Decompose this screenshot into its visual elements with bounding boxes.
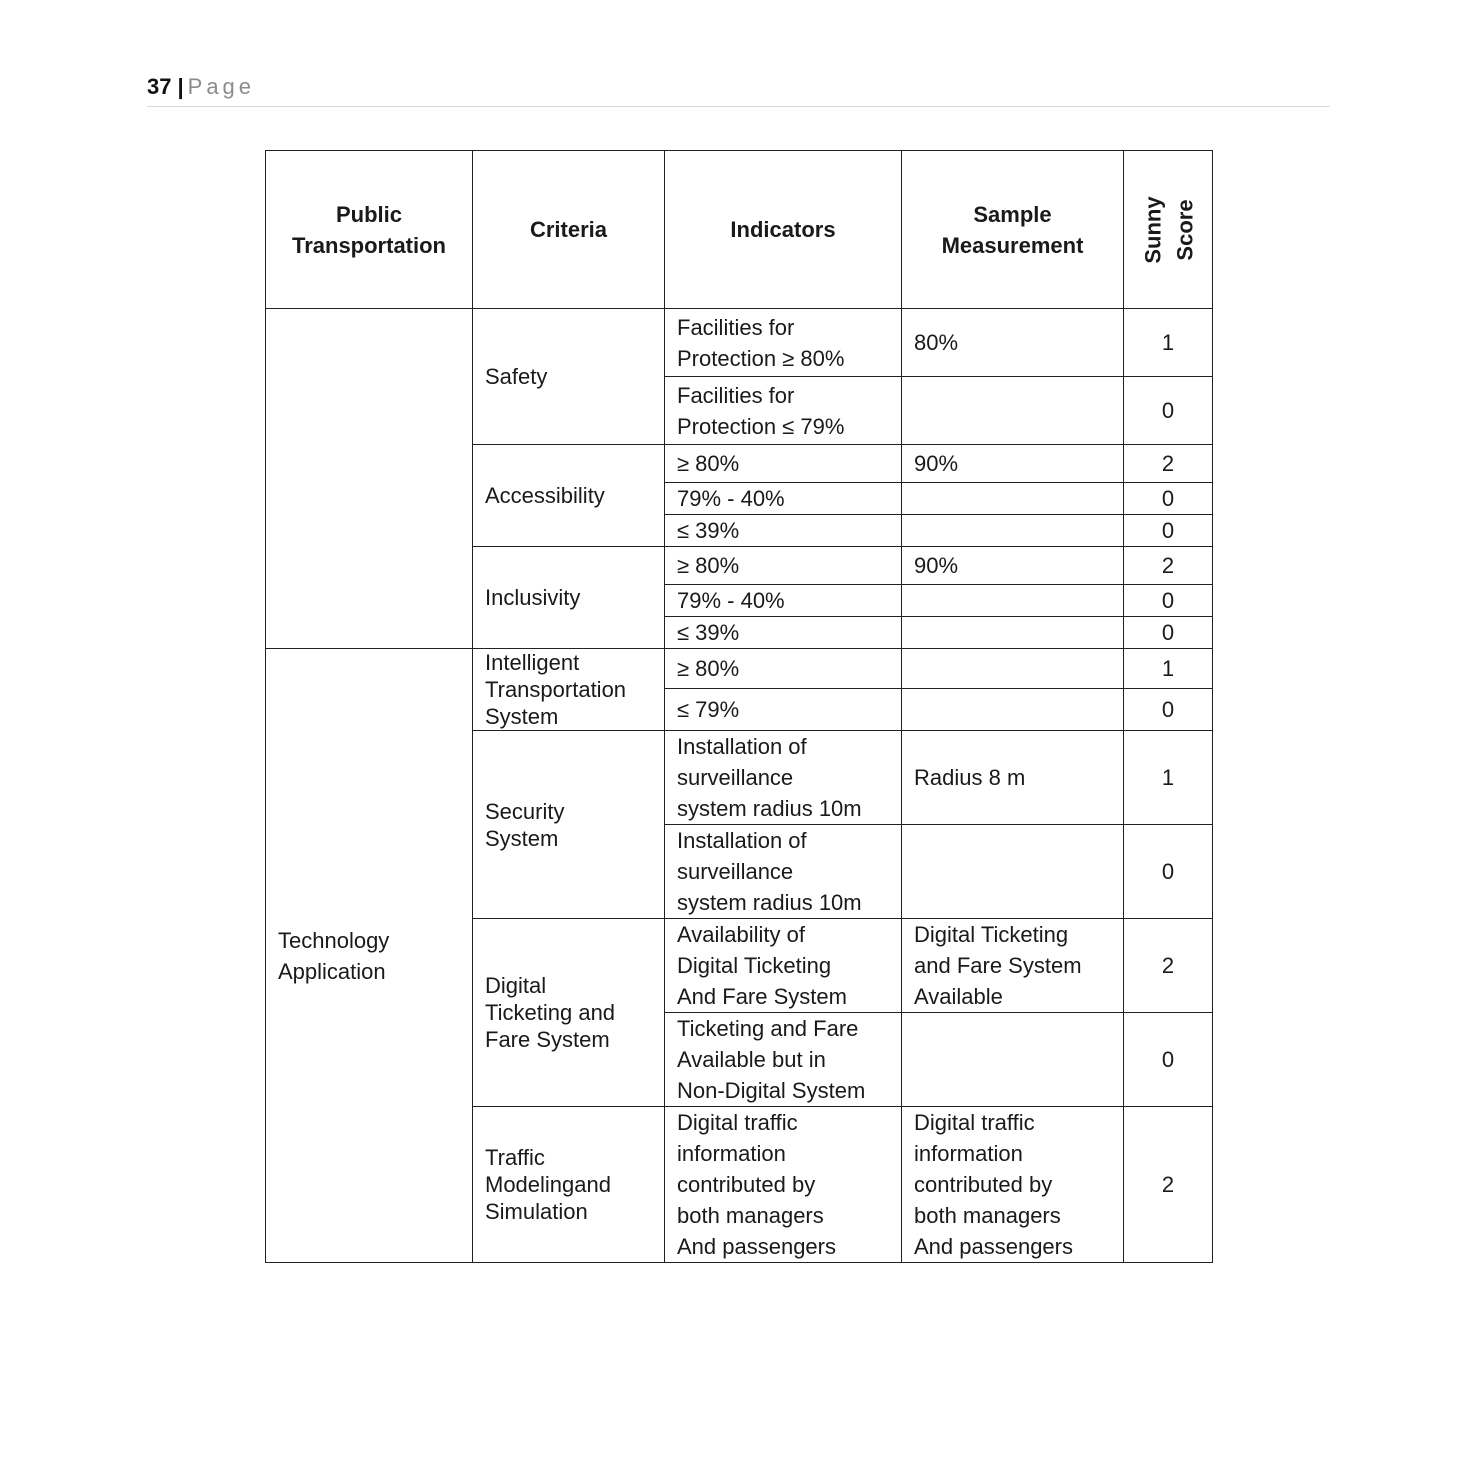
sample-cell: 90% [902,445,1124,483]
score-cell: 0 [1124,515,1213,547]
score-cell: 0 [1124,377,1213,445]
sample-cell: 90% [902,547,1124,585]
sample-cell [902,825,1124,919]
score-cell: 0 [1124,1013,1213,1107]
sample-cell [902,1013,1124,1107]
score-cell: 0 [1124,585,1213,617]
score-cell: 1 [1124,649,1213,689]
column-header-sunny-score: Sunny Score [1124,151,1213,309]
indicator-cell: 79% - 40% [665,483,902,515]
criteria-inclusivity: Inclusivity [473,547,665,649]
indicator-cell: ≥ 80% [665,445,902,483]
score-cell: 0 [1124,825,1213,919]
indicator-cell: ≤ 39% [665,515,902,547]
page-label: Page [187,74,256,99]
score-cell: 2 [1124,445,1213,483]
indicator-cell: ≥ 80% [665,649,902,689]
column-header-criteria: Criteria [473,151,665,309]
sample-cell [902,483,1124,515]
sample-cell [902,689,1124,731]
criteria-traffic-modeling: Traffic Modelingand Simulation [473,1107,665,1263]
score-cell: 0 [1124,617,1213,649]
indicator-cell: Installation of surveillance system radius 10m [665,825,902,919]
table-row [266,309,1213,377]
score-cell: 2 [1124,547,1213,585]
criteria-safety: Safety [473,309,665,445]
indicator-cell: Availability of Digital Ticketing And Fare System [665,919,902,1013]
evaluation-table [265,150,1213,1263]
indicator-cell: ≤ 39% [665,617,902,649]
indicator-cell: Facilities for Protection ≤ 79% [665,377,902,445]
page-number: 37 [147,74,172,99]
page-separator: | [177,74,184,99]
table-row [266,649,1213,689]
sample-cell: 80% [902,309,1124,377]
table-header-row [266,151,1213,309]
sample-cell [902,617,1124,649]
criteria-digital-ticketing: Digital Ticketing and Fare System [473,919,665,1107]
indicator-cell: Installation of surveillance system radius 10m [665,731,902,825]
column-header-sample-measurement: Sample Measurement [902,151,1124,309]
indicator-cell: Facilities for Protection ≥ 80% [665,309,902,377]
indicator-cell: Digital traffic information contributed by both managers And passengers [665,1107,902,1263]
category-cell-empty [266,309,473,649]
page-header [147,74,1330,107]
score-cell: 2 [1124,919,1213,1013]
sample-cell [902,515,1124,547]
indicator-cell: ≤ 79% [665,689,902,731]
column-header-indicators: Indicators [665,151,902,309]
score-cell: 0 [1124,483,1213,515]
score-cell: 2 [1124,1107,1213,1263]
score-cell: 1 [1124,731,1213,825]
sample-cell: Digital traffic information contributed by both managers And passengers [902,1107,1124,1263]
indicator-cell: Ticketing and Fare Available but in Non-Digital System [665,1013,902,1107]
criteria-intelligent-transportation-system: Intelligent Transportation System [473,649,665,731]
indicator-cell: 79% - 40% [665,585,902,617]
score-cell: 1 [1124,309,1213,377]
indicator-cell: ≥ 80% [665,547,902,585]
sample-cell [902,585,1124,617]
score-cell: 0 [1124,689,1213,731]
criteria-security-system: Security System [473,731,665,919]
sample-cell: Radius 8 m [902,731,1124,825]
sample-cell [902,377,1124,445]
sample-cell [902,649,1124,689]
column-header-public-transportation: Public Transportation [266,151,473,309]
criteria-accessibility: Accessibility [473,445,665,547]
category-technology-application: Technology Application [266,649,473,1263]
sample-cell: Digital Ticketing and Fare System Available [902,919,1124,1013]
